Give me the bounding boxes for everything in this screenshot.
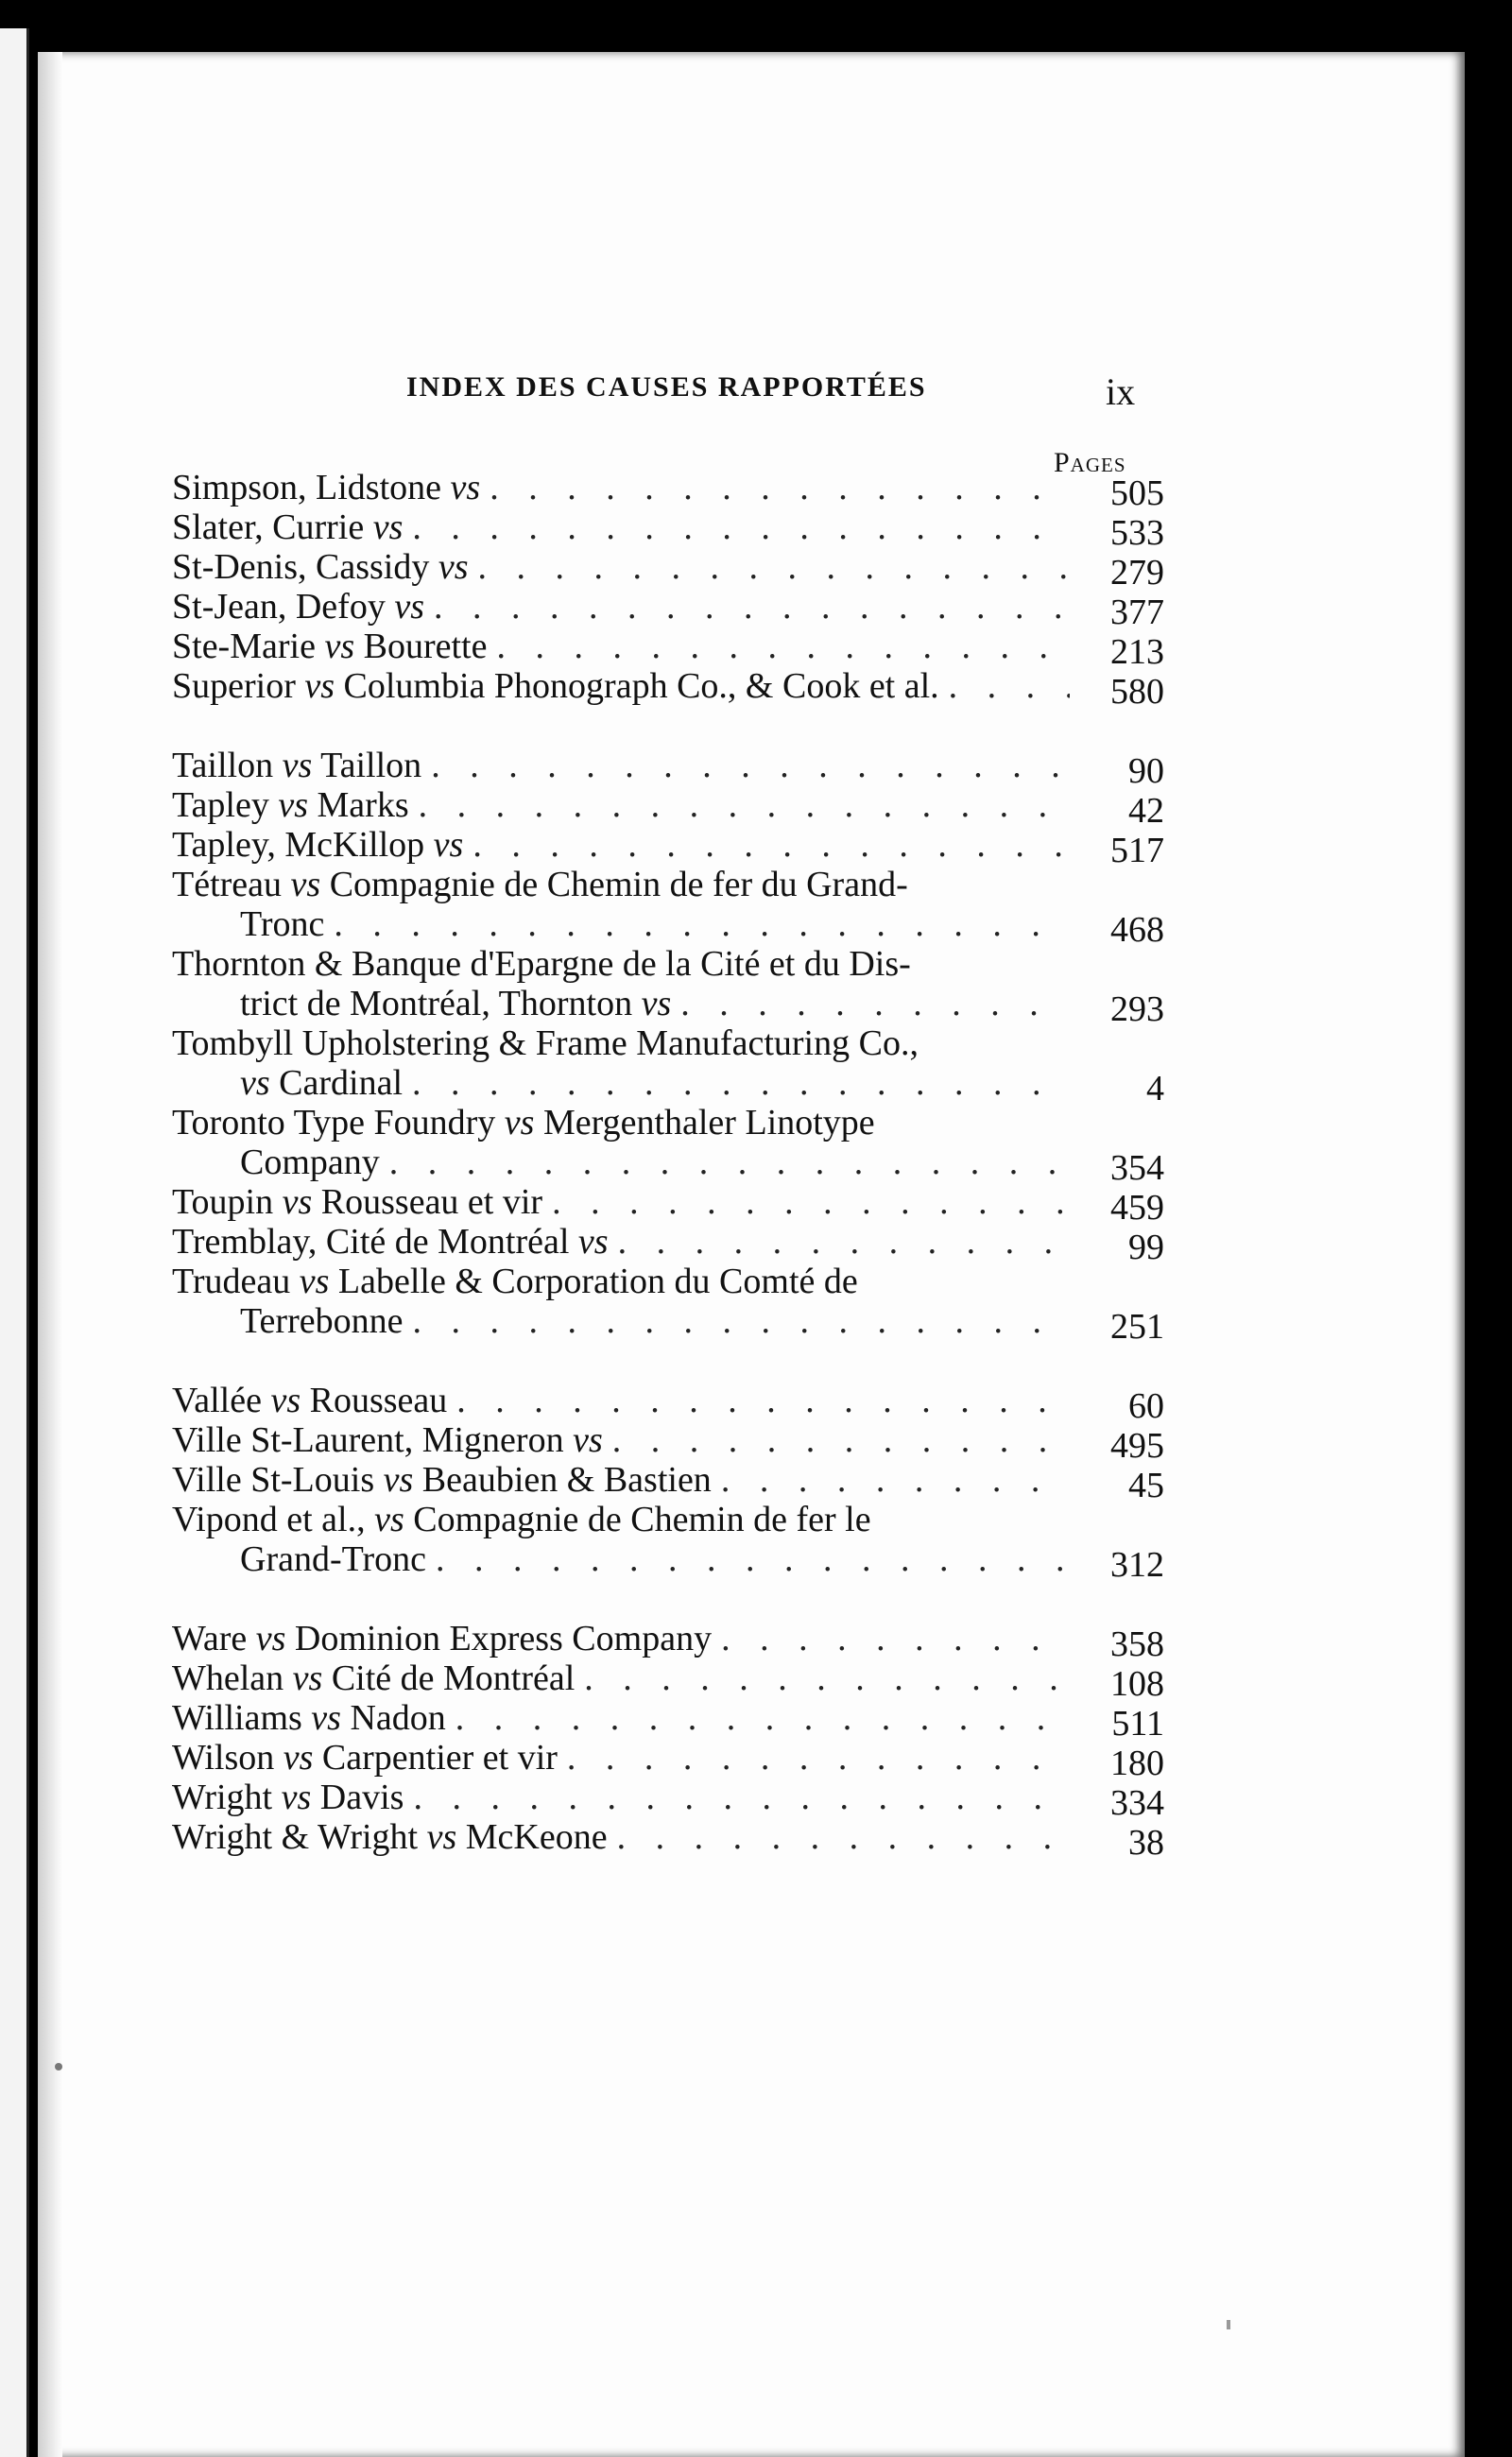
versus-abbrev: vs	[292, 1658, 323, 1698]
case-name: Ville St-Louis vs Beaubien & Bastien	[172, 1460, 712, 1500]
scan-speck	[55, 2063, 62, 2070]
dot-leader	[721, 1619, 1070, 1658]
entry-line	[172, 825, 1070, 865]
versus-abbrev: vs	[282, 746, 313, 785]
dot-leader	[389, 1143, 1070, 1182]
index-entry	[172, 1500, 1164, 1585]
dot-leader	[456, 1381, 1070, 1420]
entry-line	[172, 1182, 1070, 1222]
page-reference: 459	[1110, 1188, 1164, 1228]
dot-leader	[680, 984, 1070, 1023]
index-entry	[172, 507, 1164, 553]
case-name: Superior vs Columbia Phonograph Co., & Cook et al.	[172, 666, 939, 706]
dot-leader	[721, 1460, 1070, 1500]
page-reference: 468	[1110, 910, 1164, 950]
entry-line	[172, 507, 1070, 547]
entry-line	[172, 547, 1070, 587]
running-title: INDEX DES CAUSES RAPPORTÉES	[406, 371, 927, 403]
entry-line	[172, 1420, 1070, 1460]
page-reference: 251	[1110, 1307, 1164, 1347]
dot-leader	[496, 627, 1070, 666]
versus-abbrev: vs	[433, 825, 464, 865]
entry-line	[172, 1619, 1070, 1658]
index-entry	[172, 1222, 1164, 1267]
entry-continuation-line	[172, 1143, 1070, 1182]
page-reference: 511	[1111, 1704, 1164, 1744]
dot-leader	[431, 746, 1070, 785]
versus-abbrev: vs	[283, 1738, 314, 1778]
scan-mark	[1227, 2320, 1230, 2329]
case-name: Tronc	[240, 904, 325, 944]
index-entry	[172, 1817, 1164, 1863]
page-reference: 377	[1110, 593, 1164, 632]
entry-continuation-line	[172, 984, 1070, 1023]
case-name: Terrebonne	[240, 1301, 404, 1341]
entry-line	[172, 1222, 1070, 1262]
page-reference: 495	[1110, 1426, 1164, 1466]
index-entry	[172, 1658, 1164, 1704]
case-name: Tapley vs Marks	[172, 785, 409, 825]
dot-leader	[419, 785, 1070, 825]
page-reference: 293	[1110, 989, 1164, 1029]
entry-continuation-line	[172, 1063, 1070, 1103]
group-spacer	[172, 1341, 1164, 1381]
dot-leader	[472, 825, 1070, 865]
index-entry	[172, 547, 1164, 593]
case-name: Wright vs Davis	[172, 1778, 404, 1817]
entry-line	[172, 1698, 1070, 1738]
versus-abbrev: vs	[282, 1182, 313, 1222]
index-entries	[172, 468, 1164, 1863]
case-name: Tétreau vs Compagnie de Chemin de fer du Grand-	[172, 865, 908, 904]
page-reference: 580	[1110, 672, 1164, 712]
case-name: Wilson vs Carpentier et vir	[172, 1738, 558, 1778]
case-name: Tombyll Upholstering & Frame Manufacturing Co.,	[172, 1023, 919, 1063]
book-page	[38, 52, 1465, 2457]
group-spacer	[172, 706, 1164, 746]
entry-line	[172, 785, 1070, 825]
case-name: Tapley, McKillop vs	[172, 825, 464, 865]
dot-leader	[567, 1738, 1070, 1778]
dot-leader	[412, 507, 1070, 547]
case-name: Ware vs Dominion Express Company	[172, 1619, 713, 1658]
group-spacer	[172, 1579, 1164, 1619]
dot-leader	[455, 1698, 1070, 1738]
versus-abbrev: vs	[278, 785, 309, 825]
index-entry	[172, 825, 1164, 870]
index-entry	[172, 1698, 1164, 1744]
entry-line	[172, 587, 1070, 627]
case-name: Taillon vs Taillon	[172, 746, 422, 785]
case-name: Toupin vs Rousseau et vir	[172, 1182, 543, 1222]
entry-line	[172, 1023, 1070, 1063]
case-name: Toronto Type Foundry vs Mergenthaler Linotype	[172, 1103, 875, 1143]
versus-abbrev: vs	[324, 627, 355, 666]
index-entry	[172, 1619, 1164, 1664]
entry-continuation-line	[172, 1539, 1070, 1579]
page-reference: 517	[1110, 831, 1164, 870]
case-name: Wright & Wright vs McKeone	[172, 1817, 608, 1857]
index-entry	[172, 1023, 1164, 1108]
page-reference: 99	[1128, 1228, 1164, 1267]
case-name: Simpson, Lidstone vs	[172, 468, 481, 507]
entry-line	[172, 468, 1070, 507]
versus-abbrev: vs	[426, 1817, 457, 1857]
entry-line	[172, 1460, 1070, 1500]
entry-line	[172, 666, 1070, 706]
dot-leader	[436, 1539, 1070, 1579]
index-entry	[172, 1460, 1164, 1505]
page-reference: 42	[1128, 791, 1164, 831]
page-reference: 213	[1110, 632, 1164, 672]
entry-line	[172, 1738, 1070, 1778]
running-head	[38, 371, 1465, 428]
versus-abbrev: vs	[438, 547, 469, 587]
page-reference: 180	[1110, 1744, 1164, 1783]
dot-leader	[490, 468, 1070, 507]
index-entry	[172, 468, 1164, 513]
case-name: vs Cardinal	[240, 1063, 404, 1103]
dot-leader	[612, 1420, 1070, 1460]
versus-abbrev: vs	[240, 1063, 270, 1103]
page-reference: 4	[1146, 1069, 1164, 1108]
entry-line	[172, 1658, 1070, 1698]
versus-abbrev: vs	[311, 1698, 341, 1738]
page-reference: 358	[1110, 1624, 1164, 1664]
versus-abbrev: vs	[270, 1381, 301, 1420]
entry-line	[172, 1817, 1070, 1857]
page-reference: 533	[1110, 513, 1164, 553]
case-name: Whelan vs Cité de Montréal	[172, 1658, 576, 1698]
page-reference: 108	[1110, 1664, 1164, 1704]
case-name: Vipond et al., vs Compagnie de Chemin de fer le	[172, 1500, 871, 1539]
index-entry	[172, 1262, 1164, 1347]
index-entry	[172, 785, 1164, 831]
versus-abbrev: vs	[372, 507, 404, 547]
case-name: Thornton & Banque d'Epargne de la Cité et du Dis-	[172, 944, 911, 984]
case-name: Vallée vs Rousseau	[172, 1381, 448, 1420]
index-entry	[172, 1738, 1164, 1783]
case-name: Ville St-Laurent, Migneron vs	[172, 1420, 603, 1460]
case-name: trict de Montréal, Thornton vs	[240, 984, 672, 1023]
versus-abbrev: vs	[304, 666, 335, 706]
case-name: St-Denis, Cassidy vs	[172, 547, 469, 587]
page-reference: 505	[1110, 473, 1164, 513]
dot-leader	[618, 1222, 1070, 1262]
entry-line	[172, 1500, 1070, 1539]
entry-line	[172, 865, 1070, 904]
pages-column-label: Pages	[1054, 447, 1126, 478]
index-entry	[172, 865, 1164, 950]
index-entry	[172, 1381, 1164, 1426]
case-name: Slater, Currie vs	[172, 507, 404, 547]
index-entry	[172, 944, 1164, 1029]
previous-page-edge	[0, 28, 29, 2457]
case-name: Company	[240, 1143, 380, 1182]
entry-line	[172, 1778, 1070, 1817]
dot-leader	[552, 1182, 1070, 1222]
versus-abbrev: vs	[577, 1222, 609, 1262]
entry-line	[172, 944, 1070, 984]
case-name: Tremblay, Cité de Montréal vs	[172, 1222, 609, 1262]
page-reference: 312	[1110, 1545, 1164, 1585]
index-entry	[172, 1182, 1164, 1228]
versus-abbrev: vs	[383, 1460, 414, 1500]
index-entry	[172, 666, 1164, 712]
versus-abbrev: vs	[504, 1103, 535, 1143]
dot-leader	[584, 1658, 1070, 1698]
page-reference: 279	[1110, 553, 1164, 593]
index-entry	[172, 746, 1164, 791]
versus-abbrev: vs	[573, 1420, 603, 1460]
case-name: Trudeau vs Labelle & Corporation du Comté de	[172, 1262, 858, 1301]
page-number: ix	[1106, 370, 1136, 413]
index-entry	[172, 1778, 1164, 1823]
page-reference: 334	[1110, 1783, 1164, 1823]
versus-abbrev: vs	[374, 1500, 404, 1539]
entry-line	[172, 1103, 1070, 1143]
dot-leader	[434, 587, 1070, 627]
dot-leader	[412, 1301, 1070, 1341]
entry-continuation-line	[172, 1301, 1070, 1341]
entry-continuation-line	[172, 904, 1070, 944]
index-entry	[172, 587, 1164, 632]
versus-abbrev: vs	[255, 1619, 286, 1658]
page-reference: 354	[1110, 1148, 1164, 1188]
versus-abbrev: vs	[450, 468, 481, 507]
dot-leader	[478, 547, 1070, 587]
case-name: St-Jean, Defoy vs	[172, 587, 424, 627]
versus-abbrev: vs	[394, 587, 424, 627]
index-entry	[172, 1103, 1164, 1188]
versus-abbrev: vs	[299, 1262, 330, 1301]
versus-abbrev: vs	[290, 865, 321, 904]
case-name: Williams vs Nadon	[172, 1698, 446, 1738]
page-reference: 45	[1128, 1466, 1164, 1505]
page-reference: 38	[1128, 1823, 1164, 1863]
case-name: Grand-Tronc	[240, 1539, 427, 1579]
entry-line	[172, 1262, 1070, 1301]
versus-abbrev: vs	[641, 984, 672, 1023]
page-reference: 90	[1128, 751, 1164, 791]
case-name: Ste-Marie vs Bourette	[172, 627, 488, 666]
entry-line	[172, 746, 1070, 785]
dot-leader	[617, 1817, 1070, 1857]
dot-leader	[413, 1778, 1070, 1817]
dot-leader	[412, 1063, 1070, 1103]
entry-line	[172, 1381, 1070, 1420]
index-entry	[172, 627, 1164, 672]
index-entry	[172, 1420, 1164, 1466]
page-reference: 60	[1128, 1386, 1164, 1426]
dot-leader	[949, 666, 1070, 706]
entry-line	[172, 627, 1070, 666]
dot-leader	[334, 904, 1070, 944]
versus-abbrev: vs	[281, 1778, 312, 1817]
